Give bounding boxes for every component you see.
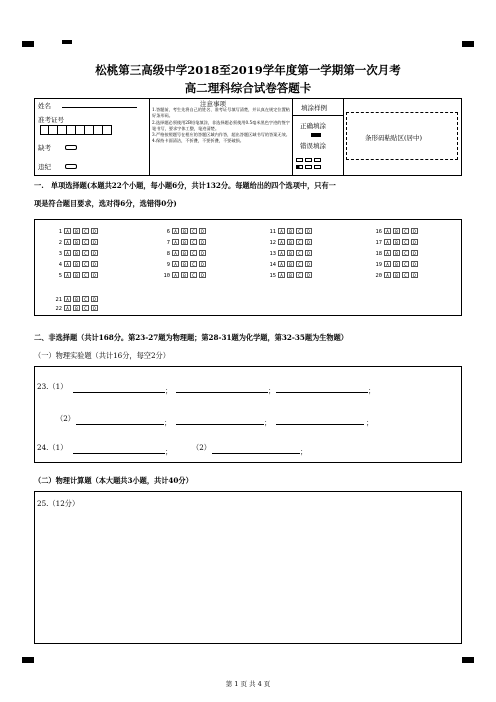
option-bubble-a[interactable]: A	[278, 239, 285, 245]
option-bubble-b[interactable]: B	[73, 296, 80, 302]
section1-title-cont: 项是符合题目要求，选对得6分，选错得0分)	[34, 199, 177, 208]
physics-experiment-area	[34, 366, 462, 463]
position-mark-top-left-small	[62, 40, 72, 44]
option-bubble-c[interactable]: C	[190, 261, 197, 267]
question-number: 17	[375, 240, 382, 246]
option-bubble-d[interactable]: D	[91, 272, 98, 278]
choice-row	[266, 272, 312, 279]
question-number: 12	[269, 240, 276, 246]
option-bubble-a[interactable]: A	[278, 272, 285, 278]
option-bubble-a[interactable]: A	[172, 272, 179, 278]
option-bubble-a[interactable]: A	[278, 250, 285, 256]
option-bubble-b[interactable]: B	[73, 261, 80, 267]
choice-row	[160, 228, 206, 235]
question-number: 16	[375, 229, 382, 235]
absent-label: 缺考	[38, 144, 51, 152]
wrong-sample-check-icon	[296, 158, 303, 162]
question-number: 11	[269, 229, 276, 235]
question-number: 22	[55, 306, 62, 312]
option-bubble-c[interactable]: C	[296, 228, 303, 234]
question-number: 2	[58, 240, 62, 246]
section1-title: 一. 单项选择题(本题共22个小题，每小题6分，共计132分。每题给出的四个选项中，只有一	[34, 181, 336, 190]
question-number: 8	[166, 251, 170, 257]
q24-2-blank[interactable]	[212, 453, 300, 454]
option-bubble-d[interactable]: D	[305, 228, 312, 234]
option-bubble-d[interactable]: D	[305, 250, 312, 256]
option-bubble-b[interactable]: B	[181, 272, 188, 278]
q24-1-blank[interactable]	[73, 453, 165, 454]
question-number: 7	[166, 240, 170, 246]
option-bubble-b[interactable]: B	[287, 250, 294, 256]
choice-row	[160, 261, 206, 268]
violation-checkbox[interactable]	[65, 164, 77, 169]
option-bubble-a[interactable]: A	[172, 239, 179, 245]
notes-heading: 注意事项	[200, 100, 226, 108]
section2-sub2: （二）物理计算题（本大题共3小题，共计40分）	[34, 476, 193, 485]
option-bubble-b[interactable]: B	[73, 228, 80, 234]
option-bubble-c[interactable]: C	[190, 250, 197, 256]
option-bubble-d[interactable]: D	[91, 305, 98, 311]
option-bubble-d[interactable]: D	[305, 239, 312, 245]
wrong-fill-samples	[296, 155, 340, 169]
page-footer: 第 1 页 共 4 页	[225, 680, 271, 688]
wrong-sample-half-icon	[296, 165, 303, 169]
choice-row	[52, 239, 98, 246]
option-bubble-b[interactable]: B	[181, 250, 188, 256]
notes-list	[152, 107, 290, 145]
option-bubble-a[interactable]: A	[172, 228, 179, 234]
option-bubble-b[interactable]: B	[73, 250, 80, 256]
option-bubble-b[interactable]: B	[287, 228, 294, 234]
choice-row	[52, 305, 98, 312]
physics-calculation-area[interactable]	[34, 491, 462, 644]
option-bubble-c[interactable]: C	[296, 261, 303, 267]
q25-label: 25.（12分）	[37, 499, 80, 508]
correct-fill-label: 正确填涂	[300, 122, 326, 130]
choice-row	[52, 228, 98, 235]
option-bubble-b[interactable]: B	[393, 239, 400, 245]
option-bubble-d[interactable]: D	[199, 239, 206, 245]
exam-no-grid[interactable]	[40, 125, 112, 135]
option-bubble-d[interactable]: D	[91, 261, 98, 267]
choice-row	[372, 250, 418, 257]
choice-row	[266, 261, 312, 268]
question-number: 13	[269, 251, 276, 257]
option-bubble-c[interactable]: C	[82, 239, 89, 245]
option-bubble-a[interactable]: A	[384, 250, 391, 256]
option-bubble-c[interactable]: C	[402, 261, 409, 267]
option-bubble-a[interactable]: A	[64, 250, 71, 256]
choice-row	[266, 250, 312, 257]
absent-checkbox[interactable]	[65, 145, 77, 150]
fill-sample-heading: 填涂样例	[301, 104, 327, 112]
exam-no-label: 准考证号	[38, 116, 64, 124]
position-mark-bottom-right	[462, 657, 474, 663]
choice-row	[372, 272, 418, 279]
correct-fill-sample	[311, 133, 321, 137]
question-number: 15	[269, 273, 276, 279]
option-bubble-d[interactable]: D	[411, 261, 418, 267]
section2-sub1: （一）物理实验题（共计16分，每空2分）	[34, 351, 170, 360]
question-number: 9	[166, 262, 170, 268]
option-bubble-d[interactable]: D	[199, 250, 206, 256]
option-bubble-a[interactable]: A	[64, 305, 71, 311]
q24-label: 24.（1）	[37, 443, 68, 452]
choice-row	[52, 261, 98, 268]
choice-row	[372, 228, 418, 235]
option-bubble-c[interactable]: C	[82, 250, 89, 256]
option-bubble-a[interactable]: A	[384, 228, 391, 234]
option-bubble-d[interactable]: D	[91, 250, 98, 256]
option-bubble-c[interactable]: C	[82, 296, 89, 302]
violation-label: 违纪	[38, 163, 51, 171]
question-number: 14	[269, 262, 276, 268]
option-bubble-c[interactable]: C	[402, 228, 409, 234]
option-bubble-c[interactable]: C	[190, 272, 197, 278]
q23-1-blank-c[interactable]	[276, 392, 368, 393]
note-item: 4.保持卡面清洁，不折叠，不要折叠，不要破损。	[152, 138, 244, 144]
option-bubble-d[interactable]: D	[91, 228, 98, 234]
section2-title: 二、非选择题（共计168分。第23-27题为物理题；第28-31题为化学题，第32-35题为生物题）	[34, 333, 348, 342]
option-bubble-a[interactable]: A	[64, 296, 71, 302]
option-bubble-b[interactable]: B	[287, 272, 294, 278]
option-bubble-c[interactable]: C	[190, 228, 197, 234]
q23-1-blank-b[interactable]	[176, 392, 268, 393]
option-bubble-b[interactable]: B	[393, 250, 400, 256]
position-mark-top-left	[22, 41, 34, 47]
option-bubble-c[interactable]: C	[82, 228, 89, 234]
name-field[interactable]	[62, 107, 137, 108]
question-number: 6	[166, 229, 170, 235]
q23-2-blank-c[interactable]	[276, 424, 364, 425]
q23-2-blank-b[interactable]	[176, 424, 264, 425]
option-bubble-a[interactable]: A	[172, 261, 179, 267]
option-bubble-a[interactable]: A	[64, 272, 71, 278]
q23-1-blank-a[interactable]	[73, 392, 165, 393]
name-label: 姓名	[38, 102, 51, 110]
option-bubble-b[interactable]: B	[287, 239, 294, 245]
option-bubble-d[interactable]: D	[91, 296, 98, 302]
question-number: 18	[375, 251, 382, 257]
option-bubble-a[interactable]: A	[384, 261, 391, 267]
option-bubble-a[interactable]: A	[172, 250, 179, 256]
option-bubble-a[interactable]: A	[384, 272, 391, 278]
choice-row	[52, 272, 98, 279]
note-item: 2.选择题必须使用2B铅笔填涂，非选择题必须使用0.5毫米黑色字迹的签字笔书写，要求字体工整，笔迹清楚。	[152, 119, 290, 131]
choice-row	[266, 228, 312, 235]
option-bubble-c[interactable]: C	[82, 305, 89, 311]
option-bubble-d[interactable]: D	[199, 261, 206, 267]
option-bubble-b[interactable]: B	[181, 228, 188, 234]
option-bubble-a[interactable]: A	[278, 228, 285, 234]
question-number: 19	[375, 262, 382, 268]
wrong-sample-dot-icon	[305, 165, 312, 169]
choice-row	[266, 239, 312, 246]
option-bubble-a[interactable]: A	[64, 261, 71, 267]
question-number: 5	[58, 273, 62, 279]
choice-row	[372, 261, 418, 268]
option-bubble-d[interactable]: D	[411, 272, 418, 278]
option-bubble-b[interactable]: B	[393, 272, 400, 278]
wrong-sample-cross-icon	[305, 158, 312, 162]
option-bubble-c[interactable]: C	[402, 239, 409, 245]
note-item: 3.严格按照题号在相应的答题区域内作答，超出答题区域书写的答案无效。	[152, 132, 290, 138]
option-bubble-c[interactable]: C	[296, 272, 303, 278]
option-bubble-d[interactable]: D	[411, 228, 418, 234]
option-bubble-a[interactable]: A	[384, 239, 391, 245]
option-bubble-a[interactable]: A	[64, 239, 71, 245]
option-bubble-d[interactable]: D	[305, 261, 312, 267]
choice-row	[52, 250, 98, 257]
option-bubble-c[interactable]: C	[82, 272, 89, 278]
option-bubble-d[interactable]: D	[305, 272, 312, 278]
barcode-label: 条形码粘贴区(居中)	[365, 134, 423, 142]
option-bubble-c[interactable]: C	[402, 272, 409, 278]
option-bubble-c[interactable]: C	[402, 250, 409, 256]
option-bubble-d[interactable]: D	[91, 239, 98, 245]
option-bubble-d[interactable]: D	[199, 272, 206, 278]
position-mark-bottom-left	[22, 657, 34, 663]
choice-row	[52, 296, 98, 303]
option-bubble-b[interactable]: B	[181, 261, 188, 267]
choice-row	[372, 239, 418, 246]
option-bubble-d[interactable]: D	[411, 239, 418, 245]
option-bubble-b[interactable]: B	[73, 272, 80, 278]
question-number: 21	[55, 297, 62, 303]
option-bubble-a[interactable]: A	[278, 261, 285, 267]
option-bubble-c[interactable]: C	[296, 250, 303, 256]
option-bubble-b[interactable]: B	[393, 228, 400, 234]
choice-row	[160, 239, 206, 246]
choice-row	[160, 250, 206, 257]
option-bubble-a[interactable]: A	[64, 228, 71, 234]
q23-2-label: （2）	[56, 414, 75, 423]
position-mark-top-right	[462, 41, 474, 47]
wrong-sample-line-icon	[314, 165, 321, 169]
choice-row	[160, 272, 206, 279]
option-bubble-b[interactable]: B	[181, 239, 188, 245]
question-number: 20	[375, 273, 382, 279]
option-bubble-b[interactable]: B	[393, 261, 400, 267]
question-number: 4	[58, 262, 62, 268]
option-bubble-d[interactable]: D	[411, 250, 418, 256]
q23-2-blank-a[interactable]	[76, 424, 164, 425]
wrong-fill-label: 错误填涂	[300, 142, 326, 150]
option-bubble-c[interactable]: C	[296, 239, 303, 245]
option-bubble-b[interactable]: B	[73, 305, 80, 311]
option-bubble-d[interactable]: D	[199, 228, 206, 234]
option-bubble-c[interactable]: C	[190, 239, 197, 245]
page-subtitle: 高二理科综合试卷答题卡	[184, 81, 312, 95]
option-bubble-b[interactable]: B	[287, 261, 294, 267]
option-bubble-b[interactable]: B	[73, 239, 80, 245]
question-number: 3	[58, 251, 62, 257]
note-item: 1.答题前，考生先将自己的姓名、准考证号填写清楚，并认真在规定位置粘好条形码。	[152, 107, 290, 119]
q23-label: 23.（1）	[37, 382, 68, 391]
page-title: 松桃第三高级中学2018至2019学年度第一学期第一次月考	[95, 63, 401, 77]
question-number: 10	[163, 273, 170, 279]
q24-2-label: （2）	[192, 443, 211, 452]
question-number: 1	[58, 229, 62, 235]
option-bubble-c[interactable]: C	[82, 261, 89, 267]
wrong-sample-circle-icon	[314, 158, 321, 162]
